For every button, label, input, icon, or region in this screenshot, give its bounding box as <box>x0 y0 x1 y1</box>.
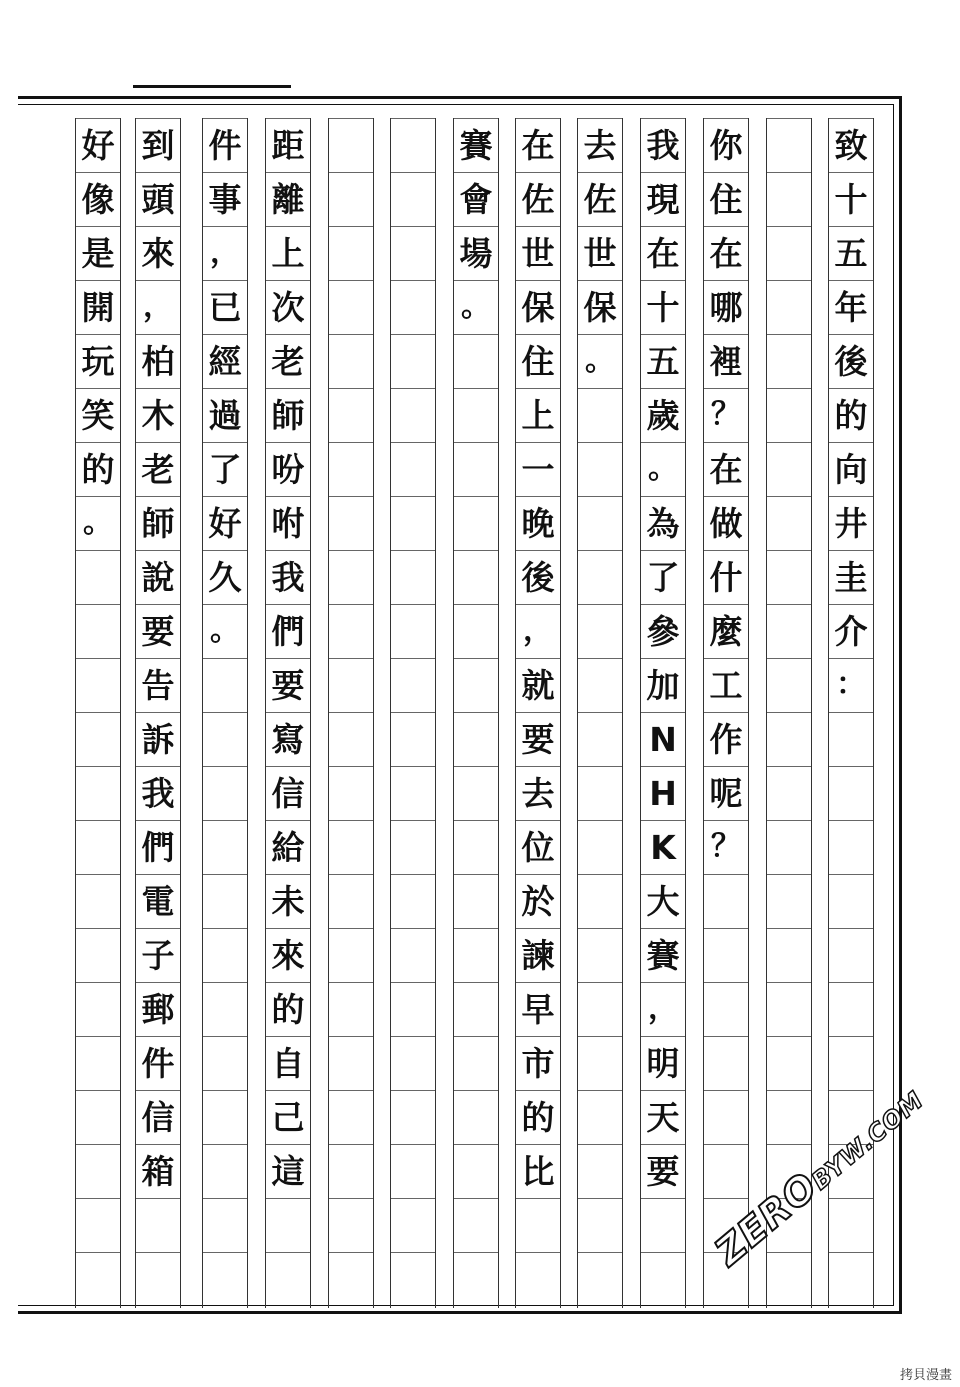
grid-cell <box>829 928 873 982</box>
grid-cell <box>329 712 373 766</box>
manuscript-char: 我 <box>646 125 680 165</box>
grid-cell <box>203 1144 247 1198</box>
manuscript-char: 住 <box>709 179 743 219</box>
manuscript-char: 保 <box>583 287 617 327</box>
manuscript-char: 場 <box>459 233 493 273</box>
grid-cell <box>391 658 435 712</box>
manuscript-char: 天 <box>646 1097 680 1137</box>
grid-cell <box>767 334 811 388</box>
grid-cell <box>329 388 373 442</box>
grid-cell <box>329 982 373 1036</box>
grid-cell <box>391 712 435 766</box>
manuscript-char: 於 <box>521 881 555 921</box>
manuscript-char: 信 <box>271 773 305 813</box>
manuscript-char: 麼 <box>709 611 743 651</box>
manuscript-char: 介 <box>834 611 868 651</box>
manuscript-char: 上 <box>521 395 555 435</box>
manuscript-char: 在 <box>709 233 743 273</box>
manuscript-char: ？ <box>711 829 741 864</box>
grid-cell <box>329 928 373 982</box>
manuscript-char: 好 <box>81 125 115 165</box>
grid-cell <box>767 658 811 712</box>
manuscript-char: 。 <box>461 289 491 324</box>
manuscript-char: 佐 <box>583 179 617 219</box>
grid-cell <box>578 982 622 1036</box>
grid-cell <box>76 604 120 658</box>
grid-cell <box>391 172 435 226</box>
manuscript-char: 信 <box>141 1097 175 1137</box>
grid-cell <box>391 604 435 658</box>
grid-cell <box>329 658 373 712</box>
manuscript-char: 頭 <box>141 179 175 219</box>
manuscript-column <box>703 118 749 1308</box>
grid-cell <box>767 496 811 550</box>
manuscript-char: 事 <box>208 179 242 219</box>
grid-cell <box>829 766 873 820</box>
grid-cell <box>76 820 120 874</box>
manuscript-char: 位 <box>521 827 555 867</box>
manuscript-char: 在 <box>646 233 680 273</box>
manuscript-char: 大 <box>646 881 680 921</box>
grid-cell <box>704 874 748 928</box>
manuscript-char: 的 <box>521 1097 555 1137</box>
manuscript-char: 件 <box>141 1043 175 1083</box>
manuscript-char: ， <box>143 289 173 324</box>
manuscript-char: 箱 <box>141 1151 175 1191</box>
grid-cell <box>329 226 373 280</box>
manuscript-char: 寫 <box>271 719 305 759</box>
manuscript-char: 自 <box>271 1043 305 1083</box>
grid-cell <box>329 874 373 928</box>
manuscript-char: 做 <box>709 503 743 543</box>
grid-cell <box>454 658 498 712</box>
grid-cell <box>203 1252 247 1306</box>
grid-cell <box>454 604 498 658</box>
manuscript-char: 是 <box>81 233 115 273</box>
grid-cell <box>454 982 498 1036</box>
manuscript-char: 後 <box>521 557 555 597</box>
grid-cell <box>829 874 873 928</box>
manuscript-char: 加 <box>646 665 680 705</box>
manuscript-char: 開 <box>81 287 115 327</box>
grid-cell <box>203 1198 247 1252</box>
grid-cell <box>329 334 373 388</box>
manuscript-column <box>328 118 374 1308</box>
manuscript-char: 在 <box>521 125 555 165</box>
manuscript-column <box>577 118 623 1308</box>
manuscript-char: 十 <box>646 287 680 327</box>
manuscript-char: ， <box>648 991 678 1026</box>
manuscript-char: 賽 <box>646 935 680 975</box>
grid-cell <box>391 820 435 874</box>
manuscript-char: 參 <box>646 611 680 651</box>
manuscript-char: ， <box>523 613 553 648</box>
manuscript-char: 咐 <box>271 503 305 543</box>
grid-cell <box>767 982 811 1036</box>
grid-cell <box>578 1036 622 1090</box>
grid-cell <box>578 388 622 442</box>
grid-cell <box>329 118 373 172</box>
manuscript-char: 諫 <box>521 935 555 975</box>
grid-cell <box>454 442 498 496</box>
grid-cell <box>767 1252 811 1306</box>
grid-cell <box>391 388 435 442</box>
manuscript-char: 像 <box>81 179 115 219</box>
grid-cell <box>578 496 622 550</box>
manuscript-char: 五 <box>646 341 680 381</box>
manuscript-char: 電 <box>141 881 175 921</box>
manuscript-char: 明 <box>646 1043 680 1083</box>
manuscript-char: 的 <box>834 395 868 435</box>
grid-cell <box>578 550 622 604</box>
grid-cell <box>203 1036 247 1090</box>
manuscript-char: 師 <box>141 503 175 543</box>
grid-cell <box>203 874 247 928</box>
manuscript-char: 給 <box>271 827 305 867</box>
manuscript-char: 經 <box>208 341 242 381</box>
manuscript-char: 。 <box>648 451 678 486</box>
grid-cell <box>391 874 435 928</box>
manuscript-char: 郵 <box>141 989 175 1029</box>
grid-cell <box>516 1252 560 1306</box>
manuscript-char: 世 <box>521 233 555 273</box>
grid-cell <box>578 712 622 766</box>
grid-cell <box>136 1252 180 1306</box>
manuscript-char: 件 <box>208 125 242 165</box>
manuscript-column <box>75 118 121 1308</box>
manuscript-char: 佐 <box>521 179 555 219</box>
manuscript-char: 次 <box>271 287 305 327</box>
manuscript-char: 。 <box>585 343 615 378</box>
manuscript-char: 為 <box>646 503 680 543</box>
grid-cell <box>329 550 373 604</box>
manuscript-char: 柏 <box>141 341 175 381</box>
manuscript-char: 就 <box>521 665 555 705</box>
grid-cell <box>266 1252 310 1306</box>
manuscript-char: ？ <box>711 397 741 432</box>
manuscript-char: 你 <box>709 125 743 165</box>
manuscript-column <box>453 118 499 1308</box>
manuscript-char: 好 <box>208 503 242 543</box>
grid-cell <box>76 1198 120 1252</box>
grid-cell <box>641 1252 685 1306</box>
grid-cell <box>391 1198 435 1252</box>
grid-cell <box>704 982 748 1036</box>
grid-cell <box>454 334 498 388</box>
grid-cell <box>578 1144 622 1198</box>
watermark-brand: ZERO <box>706 1163 827 1274</box>
manuscript-char: N <box>649 719 677 759</box>
top-rule <box>133 85 291 88</box>
manuscript-char: 現 <box>646 179 680 219</box>
manuscript-char: 世 <box>583 233 617 273</box>
manuscript-char: 比 <box>521 1151 555 1191</box>
manuscript-column <box>265 118 311 1308</box>
grid-cell <box>516 1198 560 1252</box>
grid-cell <box>76 550 120 604</box>
manuscript-char: 吩 <box>271 449 305 489</box>
grid-cell <box>767 928 811 982</box>
manuscript-char: 。 <box>210 613 240 648</box>
grid-cell <box>704 928 748 982</box>
manuscript-char: ， <box>210 235 240 270</box>
grid-cell <box>329 280 373 334</box>
grid-cell <box>578 1252 622 1306</box>
manuscript-char: 工 <box>709 665 743 705</box>
manuscript-char: 離 <box>271 179 305 219</box>
grid-cell <box>578 874 622 928</box>
grid-cell <box>391 766 435 820</box>
grid-cell <box>391 928 435 982</box>
grid-cell <box>391 442 435 496</box>
manuscript-char: H <box>649 773 677 813</box>
grid-cell <box>767 604 811 658</box>
manuscript-column <box>135 118 181 1308</box>
manuscript-char: 們 <box>271 611 305 651</box>
manuscript-char: 來 <box>271 935 305 975</box>
grid-cell <box>391 550 435 604</box>
manuscript-char: 會 <box>459 179 493 219</box>
manuscript-char: 己 <box>271 1097 305 1137</box>
grid-cell <box>76 766 120 820</box>
grid-cell <box>454 496 498 550</box>
grid-cell <box>578 1198 622 1252</box>
grid-cell <box>767 766 811 820</box>
grid-cell <box>76 928 120 982</box>
grid-cell <box>329 1252 373 1306</box>
manuscript-char: 訴 <box>141 719 175 759</box>
grid-cell <box>454 766 498 820</box>
grid-cell <box>704 1036 748 1090</box>
grid-cell <box>767 550 811 604</box>
grid-cell <box>391 226 435 280</box>
manuscript-char: 子 <box>141 935 175 975</box>
grid-cell <box>578 820 622 874</box>
manuscript-char: 告 <box>141 665 175 705</box>
grid-cell <box>454 712 498 766</box>
manuscript-char: 呢 <box>709 773 743 813</box>
manuscript-char: 要 <box>521 719 555 759</box>
grid-cell <box>329 604 373 658</box>
grid-cell <box>391 1090 435 1144</box>
grid-cell <box>329 1198 373 1252</box>
grid-cell <box>767 1036 811 1090</box>
grid-cell <box>76 658 120 712</box>
manuscript-char: 賽 <box>459 125 493 165</box>
grid-cell <box>578 766 622 820</box>
manuscript-char: 作 <box>709 719 743 759</box>
manuscript-char: 到 <box>141 125 175 165</box>
grid-cell <box>454 1090 498 1144</box>
grid-cell <box>76 1252 120 1306</box>
manuscript-char: 木 <box>141 395 175 435</box>
manuscript-char: 。 <box>83 505 113 540</box>
grid-cell <box>767 226 811 280</box>
manuscript-char: 老 <box>271 341 305 381</box>
manuscript-char: 上 <box>271 233 305 273</box>
manuscript-char: 在 <box>709 449 743 489</box>
source-label: 拷貝漫畫 <box>899 1368 952 1383</box>
manuscript-char: 笑 <box>81 395 115 435</box>
grid-cell <box>329 496 373 550</box>
grid-cell <box>767 118 811 172</box>
grid-cell <box>578 1090 622 1144</box>
watermark-suffix: BYW.COM <box>806 1085 930 1196</box>
manuscript-char: 一 <box>521 449 555 489</box>
grid-cell <box>829 820 873 874</box>
grid-cell <box>829 1252 873 1306</box>
manuscript-char: 未 <box>271 881 305 921</box>
grid-cell <box>578 442 622 496</box>
manuscript-char: 住 <box>521 341 555 381</box>
manuscript-char: 裡 <box>709 341 743 381</box>
manuscript-column <box>202 118 248 1308</box>
manuscript-char: 說 <box>141 557 175 597</box>
grid-cell <box>391 280 435 334</box>
manuscript-char: 久 <box>208 557 242 597</box>
grid-cell <box>578 604 622 658</box>
manuscript-char: 晚 <box>521 503 555 543</box>
manuscript-char: 要 <box>141 611 175 651</box>
grid-cell <box>203 982 247 1036</box>
grid-cell <box>391 1252 435 1306</box>
grid-cell <box>203 712 247 766</box>
manuscript-char: 來 <box>141 233 175 273</box>
grid-cell <box>391 982 435 1036</box>
manuscript-char: 要 <box>646 1151 680 1191</box>
grid-cell <box>578 928 622 982</box>
manuscript-char: ： <box>836 667 866 702</box>
grid-cell <box>704 1090 748 1144</box>
grid-cell <box>391 118 435 172</box>
manuscript-char: 的 <box>81 449 115 489</box>
manuscript-char: 向 <box>834 449 868 489</box>
grid-cell <box>391 1036 435 1090</box>
manuscript-char: 老 <box>141 449 175 489</box>
manuscript-char: 市 <box>521 1043 555 1083</box>
manuscript-char: 什 <box>709 557 743 597</box>
manuscript-char: 距 <box>271 125 305 165</box>
grid-cell <box>641 1198 685 1252</box>
grid-cell <box>136 1198 180 1252</box>
manuscript-char: 圭 <box>834 557 868 597</box>
manuscript-char: 這 <box>271 1151 305 1191</box>
grid-cell <box>329 820 373 874</box>
grid-cell <box>203 820 247 874</box>
manuscript-char: 我 <box>141 773 175 813</box>
grid-cell <box>391 1144 435 1198</box>
grid-cell <box>76 712 120 766</box>
manuscript-column <box>515 118 561 1308</box>
grid-cell <box>76 1036 120 1090</box>
grid-cell <box>266 1198 310 1252</box>
grid-cell <box>203 658 247 712</box>
manuscript-char: 後 <box>834 341 868 381</box>
manuscript-column <box>390 118 436 1308</box>
grid-cell <box>454 820 498 874</box>
manuscript-char: 井 <box>834 503 868 543</box>
manuscript-column <box>766 118 812 1308</box>
grid-cell <box>329 1144 373 1198</box>
grid-cell <box>391 334 435 388</box>
manuscript-char: 已 <box>208 287 242 327</box>
manuscript-char: 保 <box>521 287 555 327</box>
manuscript-char: 的 <box>271 989 305 1029</box>
manuscript-char: 五 <box>834 233 868 273</box>
grid-cell <box>767 388 811 442</box>
manuscript-char: 們 <box>141 827 175 867</box>
grid-cell <box>76 874 120 928</box>
grid-cell <box>829 982 873 1036</box>
grid-cell <box>203 928 247 982</box>
grid-cell <box>767 280 811 334</box>
grid-cell <box>76 982 120 1036</box>
grid-cell <box>329 766 373 820</box>
grid-cell <box>454 1252 498 1306</box>
grid-cell <box>767 1090 811 1144</box>
grid-cell <box>767 172 811 226</box>
grid-cell <box>454 928 498 982</box>
grid-cell <box>391 496 435 550</box>
manuscript-char: K <box>650 827 676 867</box>
manuscript-char: 致 <box>834 125 868 165</box>
grid-cell <box>454 874 498 928</box>
manuscript-char: 十 <box>834 179 868 219</box>
manuscript-char: 師 <box>271 395 305 435</box>
grid-cell <box>767 820 811 874</box>
manuscript-char: 早 <box>521 989 555 1029</box>
manuscript-column <box>640 118 686 1308</box>
grid-cell <box>454 388 498 442</box>
manuscript-char: 了 <box>208 449 242 489</box>
manuscript-char: 去 <box>521 773 555 813</box>
manuscript-char: 要 <box>271 665 305 705</box>
grid-cell <box>767 874 811 928</box>
manuscript-char: 過 <box>208 395 242 435</box>
grid-cell <box>329 442 373 496</box>
grid-cell <box>329 1036 373 1090</box>
grid-cell <box>329 1090 373 1144</box>
grid-cell <box>329 172 373 226</box>
grid-cell <box>454 1144 498 1198</box>
grid-cell <box>454 550 498 604</box>
grid-cell <box>454 1198 498 1252</box>
manuscript-char: 玩 <box>81 341 115 381</box>
grid-cell <box>454 1036 498 1090</box>
grid-cell <box>704 1144 748 1198</box>
grid-cell <box>203 1090 247 1144</box>
manuscript-char: 哪 <box>709 287 743 327</box>
grid-cell <box>767 442 811 496</box>
manuscript-char: 歲 <box>646 395 680 435</box>
grid-cell <box>829 1036 873 1090</box>
grid-cell <box>829 1198 873 1252</box>
manuscript-char: 年 <box>834 287 868 327</box>
grid-cell <box>829 712 873 766</box>
grid-cell <box>578 658 622 712</box>
manuscript-char: 我 <box>271 557 305 597</box>
manuscript-char: 去 <box>583 125 617 165</box>
manuscript-char: 了 <box>646 557 680 597</box>
grid-cell <box>76 1090 120 1144</box>
grid-cell <box>203 766 247 820</box>
grid-cell <box>767 712 811 766</box>
grid-cell <box>76 1144 120 1198</box>
